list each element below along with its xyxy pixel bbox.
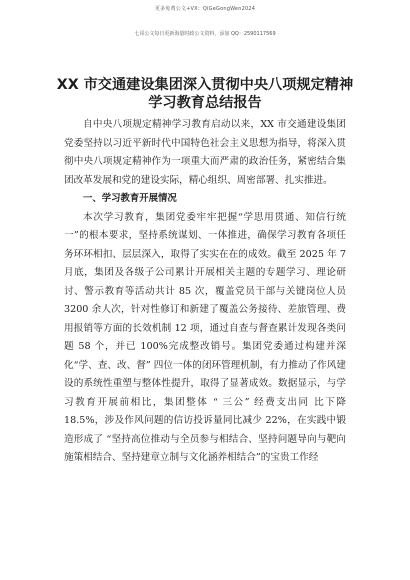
- header-subline: 七哥公文每日更新海量时政公文资料，添加 QQ：2590117569: [134, 31, 276, 37]
- intro-paragraph: 自中央八项规定精神学习教育启动以来，XX 市交通建设集团党委坚持以习近平新时代中国特色社会主义思想为指导，将深入贯彻中央八项规定精神作为一项重大而严肃的政治任务，紧密结合集团改革发展和党的建设实际，精心组织、周密部署、扎实推进。: [64, 119, 346, 186]
- header-watermark: 更多免费公文+VX：QiGeGongWen2024: [154, 6, 256, 12]
- section-heading: 一、学习教育开展情况: [83, 193, 177, 204]
- document-title: XX 市交通建设集团深入贯彻中央八项规定精神学习教育总结报告: [56, 77, 354, 111]
- section-paragraph: 本次学习教育，集团党委牢牢把握“学思用贯通、知信行统一”的根本要求，坚持系统谋划、一体推进，确保学习教育各项任务环环相扣、层层深入，取得了实实在在的成效。截至 2025 年 7 月底，集团及各级子公司累计开展相关主题的专题学习、理论研讨、警示教育等活动共计 85 次，覆盖党员干部与关键岗位人员 3200 余人次，针对性修订和新建了覆盖公务接待、差旅管理、费用报销等方面的长效机制 12 项，通过自查与督查累计发现各类问题 58 个，并已 100%完成整改销号。集团党委通过构建并深化“学、查、改、督” 四位一体的闭环管理机制，有力推动了作风建设的系统性重塑与整体性提升，取得了显著成效。数据显示，与学习教育开展前相比，集团整体 “ 三公” 经费支出同 比下降 18.5%，涉及作风问题的信访投诉量同比减少 22%，在实践中锻造形成了 “坚持高位推动与全员参与相结合、坚持问题导向与靶向施策相结合、坚持建章立制与文化涵养相结合”的宝贵工作经: [64, 211, 346, 463]
- document-body: [64, 116, 346, 468]
